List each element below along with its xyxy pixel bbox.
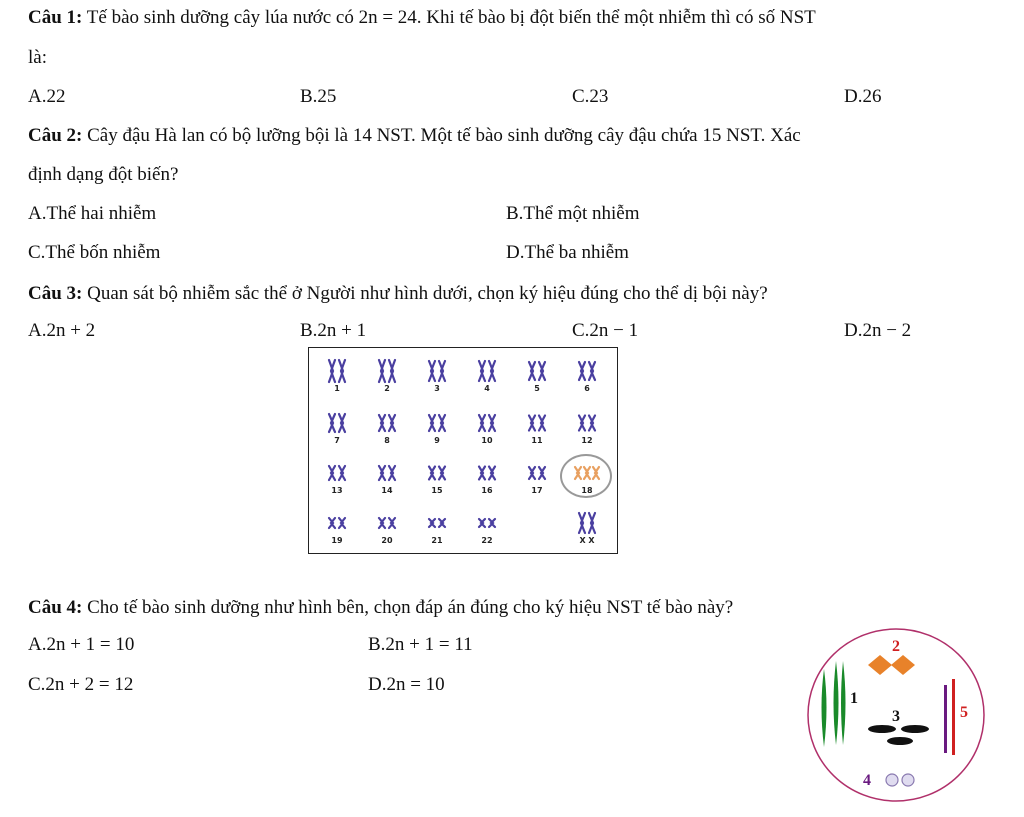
karyotype-chromosome-4 — [462, 358, 512, 408]
karyotype-chromosome-17 — [512, 460, 562, 510]
figure-label-3: 3 — [892, 708, 900, 725]
q4-option-c[interactable]: C.2n + 2 = 12 — [28, 674, 134, 695]
karyotype-label: 21 — [431, 536, 443, 545]
q3-option-d[interactable]: D.2n − 2 — [844, 320, 912, 341]
q3-text-line — [28, 282, 768, 306]
karyotype-chromosome-18 — [562, 460, 612, 510]
q4-text: Cho tế bào sinh dưỡng như hình bên, chọn đáp án đúng cho ký hiệu NST tế bào này? — [87, 597, 734, 618]
q3-text: Quan sát bộ nhiễm sắc thể ở Người như hình dưới, chọn ký hiệu đúng cho thể dị bội này? — [87, 283, 768, 304]
q1-text-line1 — [28, 6, 816, 30]
q2-option-c[interactable]: C.Thể bốn nhiễm — [28, 242, 161, 263]
q1-option-c[interactable]: C.23 — [572, 86, 609, 107]
karyotype-label: 7 — [334, 436, 340, 445]
karyotype-label: 3 — [434, 384, 440, 393]
q1-option-d[interactable]: D.26 — [844, 86, 882, 107]
karyotype-chromosome-13 — [312, 460, 362, 510]
q1-label: Câu 1: — [28, 7, 83, 28]
karyotype-chromosome-8 — [362, 410, 412, 460]
karyotype-chromosome-22 — [462, 510, 512, 560]
karyotype-chromosome-16 — [462, 460, 512, 510]
q4-option-b[interactable]: B.2n + 1 = 11 — [368, 634, 473, 655]
chromosome-pair-4 — [886, 774, 914, 786]
karyotype-figure — [308, 347, 618, 554]
figure-label-2: 2 — [892, 638, 900, 655]
q1-text: Tế bào sinh dưỡng cây lúa nước có 2n = 24. Khi tế bào bị đột biến thể một nhiễm thì có số NST — [86, 7, 816, 28]
karyotype-label: 15 — [431, 486, 443, 495]
karyotype-chromosome-20 — [362, 510, 412, 560]
q2-option-a[interactable]: A.Thể hai nhiễm — [28, 203, 157, 224]
karyotype-chromosome-19 — [312, 510, 362, 560]
q3-option-b[interactable]: B.2n + 1 — [300, 320, 367, 341]
karyotype-label: 6 — [584, 384, 590, 393]
karyotype-chromosome-6 — [562, 358, 612, 408]
karyotype-label: 13 — [331, 486, 343, 495]
cell-chromosome-figure — [800, 627, 990, 807]
karyotype-label: 14 — [381, 486, 393, 495]
karyotype-chromosome-14 — [362, 460, 412, 510]
chromosome-pair-2 — [868, 655, 915, 675]
karyotype-chromosome-23 — [562, 510, 612, 560]
q4-label: Câu 4: — [28, 597, 83, 618]
karyotype-label: 1 — [334, 384, 340, 393]
karyotype-chromosome-9 — [412, 410, 462, 460]
karyotype-chromosome-5 — [512, 358, 562, 408]
karyotype-chromosome-2 — [362, 358, 412, 408]
karyotype-chromosome-11 — [512, 410, 562, 460]
q3-option-a[interactable]: A.2n + 2 — [28, 320, 96, 341]
karyotype-label: 4 — [484, 384, 490, 393]
karyotype-label: 22 — [481, 536, 493, 545]
chromosome-pair-3 — [868, 725, 929, 745]
karyotype-label: 5 — [534, 384, 540, 393]
karyotype-label: 16 — [481, 486, 493, 495]
q2-text: Cây đậu Hà lan có bộ lưỡng bội là 14 NST. Một tế bào sinh dưỡng cây đậu chứa 15 NST. Xác — [87, 125, 801, 146]
chromosome-pair-1 — [822, 661, 846, 747]
q2-option-d[interactable]: D.Thể ba nhiễm — [506, 242, 629, 263]
q4-option-d[interactable]: D.2n = 10 — [368, 674, 445, 695]
karyotype-chromosome-15 — [412, 460, 462, 510]
q3-option-c[interactable]: C.2n − 1 — [572, 320, 639, 341]
karyotype-label: 20 — [381, 536, 393, 545]
karyotype-label: 18 — [581, 486, 593, 495]
q1-text-line2: là: — [28, 47, 47, 68]
karyotype-chromosome-1 — [312, 358, 362, 408]
karyotype-label: 10 — [481, 436, 493, 445]
karyotype-label: X X — [579, 536, 595, 545]
figure-label-4: 4 — [863, 772, 871, 789]
karyotype-chromosome-7 — [312, 410, 362, 460]
q2-label: Câu 2: — [28, 125, 83, 146]
q3-label: Câu 3: — [28, 283, 83, 304]
karyotype-chromosome-12 — [562, 410, 612, 460]
figure-label-5: 5 — [960, 704, 968, 721]
karyotype-label: 19 — [331, 536, 343, 545]
karyotype-label: 11 — [531, 436, 543, 445]
q1-option-a[interactable]: A.22 — [28, 86, 66, 107]
karyotype-label: 8 — [384, 436, 390, 445]
q2-text-line1 — [28, 124, 801, 148]
karyotype-chromosome-3 — [412, 358, 462, 408]
q2-option-b[interactable]: B.Thể một nhiễm — [506, 203, 640, 224]
karyotype-label: 17 — [531, 486, 543, 495]
karyotype-chromosome-21 — [412, 510, 462, 560]
karyotype-label: 9 — [434, 436, 440, 445]
q2-text-line2: định dạng đột biến? — [28, 164, 179, 185]
karyotype-label: 2 — [384, 384, 390, 393]
karyotype-chromosome-10 — [462, 410, 512, 460]
q4-text-line — [28, 596, 733, 620]
q1-option-b[interactable]: B.25 — [300, 86, 337, 107]
karyotype-label: 12 — [581, 436, 593, 445]
chromosome-pair-5 — [944, 679, 955, 755]
q4-option-a[interactable]: A.2n + 1 = 10 — [28, 634, 135, 655]
figure-label-1: 1 — [850, 690, 858, 707]
trisomy-highlight-ring — [560, 454, 612, 498]
